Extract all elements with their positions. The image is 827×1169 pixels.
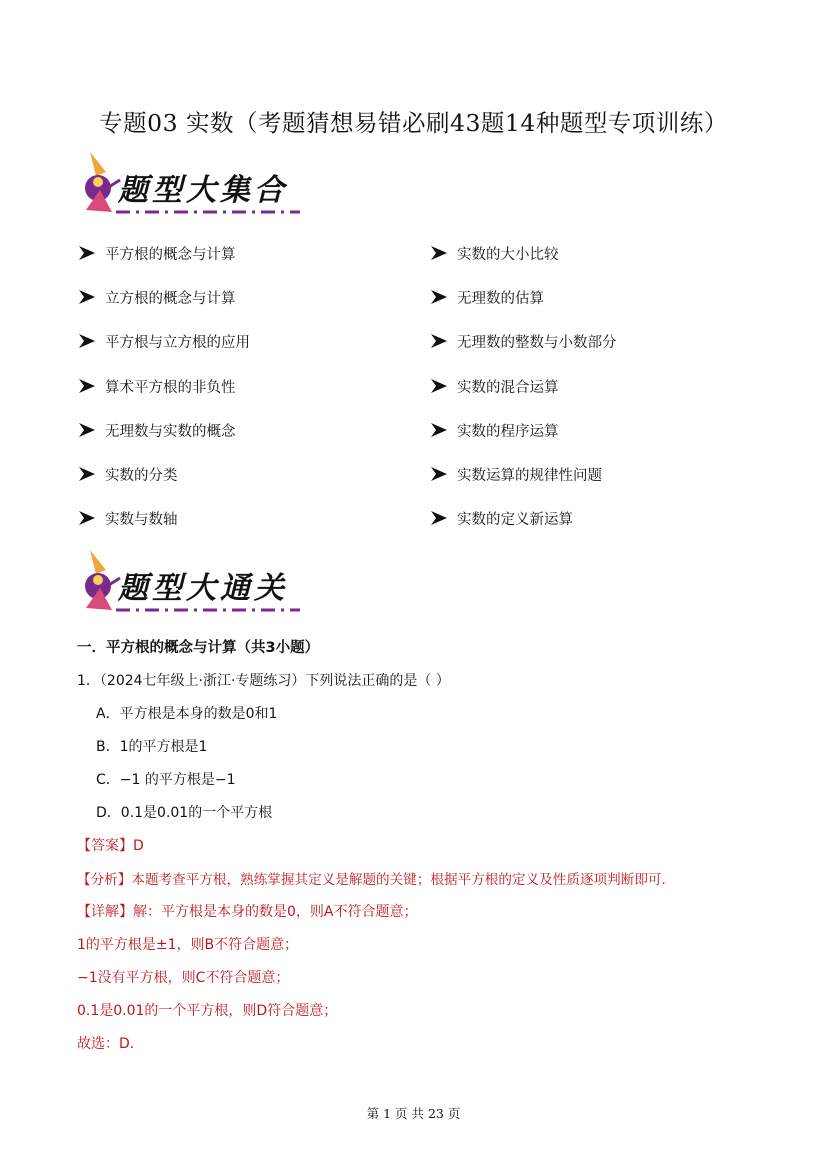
analysis-line: 【分析】本题考查平方根，熟练掌握其定义是解题的关键；根据平方根的定义及性质逐项判断即可． <box>77 872 676 888</box>
banner-title: 题型大通关 <box>118 571 288 606</box>
banner-topic-collection <box>76 150 306 220</box>
section-heading: 一．平方根的概念与计算（共3小题） <box>77 640 320 656</box>
arrow-bullet-icon <box>77 244 99 266</box>
option-d: D．0.1是0.01的一个平方根 <box>96 805 273 821</box>
topic-label: 平方根的概念与计算 <box>105 247 236 263</box>
arrow-bullet-icon <box>77 377 99 399</box>
topic-label: 实数的大小比较 <box>457 247 559 263</box>
topic-label: 实数的分类 <box>105 468 178 484</box>
topic-right-item <box>429 243 559 266</box>
topic-left-item <box>77 243 236 266</box>
detail-line: 【详解】解：平方根是本身的数是0，则A不符合题意； <box>77 904 418 920</box>
topic-right-item <box>429 376 559 399</box>
topic-label: 无理数的整数与小数部分 <box>457 335 617 352</box>
topic-left-item <box>77 376 236 399</box>
arrow-bullet-icon <box>77 288 99 310</box>
topic-left-item <box>77 464 178 487</box>
topic-right-item <box>429 331 617 354</box>
topic-label: 无理数的估算 <box>457 291 544 308</box>
banner-title: 题型大集合 <box>118 173 288 208</box>
topic-label: 实数运算的规律性问题 <box>457 468 602 484</box>
arrow-bullet-icon <box>429 509 451 531</box>
topic-right-item <box>429 287 544 310</box>
detail-line: 0.1是0.01的一个平方根，则D符合题意； <box>77 1003 338 1019</box>
detail-line: 1的平方根是±1，则B不符合题意； <box>77 937 299 953</box>
option-a: A．平方根是本身的数是0和1 <box>96 706 278 722</box>
option-c: C．−1 的平方根是−1 <box>96 772 236 788</box>
detail-line: 故选：D． <box>77 1036 144 1052</box>
answer-line: 【答案】D <box>77 838 144 854</box>
topic-label: 算术平方根的非负性 <box>105 379 236 396</box>
topic-label: 平方根与立方根的应用 <box>105 335 250 352</box>
topic-left-item <box>77 331 250 354</box>
arrow-bullet-icon <box>429 288 451 310</box>
arrow-bullet-icon <box>77 332 99 354</box>
topic-right-item <box>429 508 573 531</box>
page-footer: 第 1 页 共 23 页 <box>366 1106 461 1121</box>
banner-topic-practice <box>76 548 306 618</box>
arrow-bullet-icon <box>429 377 451 399</box>
question-stem: 1．（2024七年级上·浙江·专题练习）下列说法正确的是（ ） <box>77 673 450 689</box>
topic-label: 无理数与实数的概念 <box>105 423 236 440</box>
option-b: B．1的平方根是1 <box>96 739 208 755</box>
topic-right-item <box>429 420 559 443</box>
arrow-bullet-icon <box>77 509 99 531</box>
topic-right-item <box>429 464 602 487</box>
topic-label: 实数的程序运算 <box>457 423 559 440</box>
topic-left-item <box>77 287 236 310</box>
arrow-bullet-icon <box>429 465 451 487</box>
topic-label: 实数的定义新运算 <box>457 512 573 529</box>
arrow-bullet-icon <box>77 421 99 443</box>
topic-label: 实数与数轴 <box>105 512 178 529</box>
topic-left-item <box>77 420 236 443</box>
page-title: 专题03 实数（考题猜想易错必刷43题14种题型专项训练） <box>99 109 728 137</box>
topic-label: 实数的混合运算 <box>457 379 559 396</box>
arrow-bullet-icon <box>429 244 451 266</box>
arrow-bullet-icon <box>77 465 99 487</box>
detail-line: −1没有平方根，则C不符合题意； <box>77 970 290 986</box>
topic-label: 立方根的概念与计算 <box>105 291 236 308</box>
topic-left-item <box>77 508 178 531</box>
arrow-bullet-icon <box>429 332 451 354</box>
arrow-bullet-icon <box>429 421 451 443</box>
